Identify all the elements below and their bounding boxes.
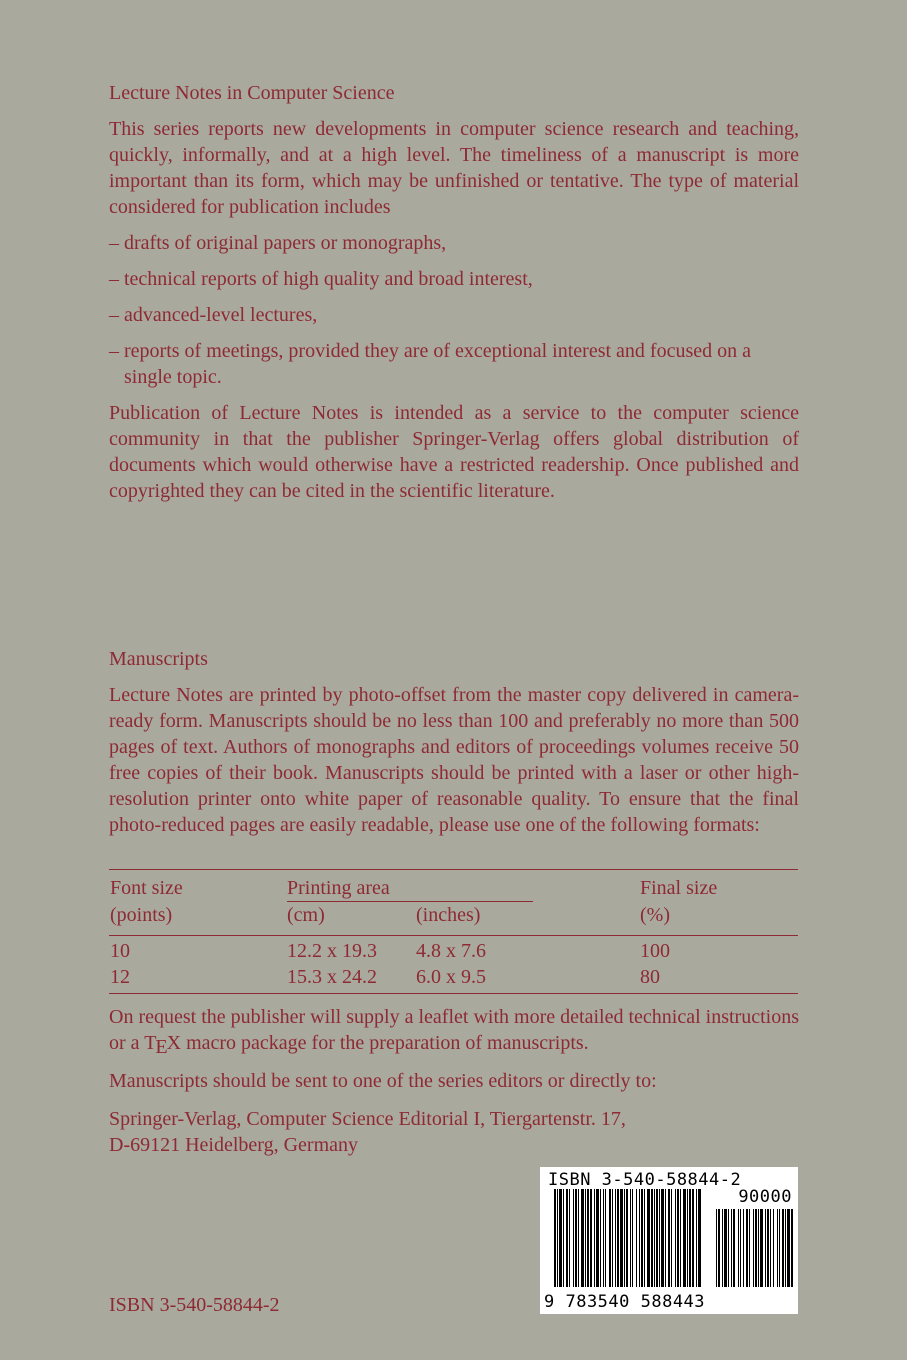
barcode-addon-bar [722,1209,723,1287]
barcode-addon-bar [787,1209,790,1287]
barcode-bar [590,1189,592,1287]
barcode-bar [687,1189,688,1287]
header-printing-area: Printing area [287,877,390,899]
barcode-bar [600,1189,601,1287]
barcode-bar [675,1189,676,1287]
barcode-bar [696,1189,697,1287]
barcode-bar [609,1189,611,1287]
barcode-addon-bar [777,1209,778,1287]
address-line-2: D-69121 Heidelberg, Germany [109,1134,359,1156]
barcode-bar [624,1189,625,1287]
barcode-bar [620,1189,623,1287]
header-final-size: Final size [640,877,718,899]
barcode-bar [585,1189,586,1287]
barcode-addon-bar [765,1209,766,1287]
barcode-bar [563,1189,564,1287]
header-inches: (inches) [416,904,481,926]
barcode-addon-bar [770,1209,771,1287]
barcode-addon-bar [746,1209,748,1287]
header-rule [109,935,798,936]
address-line-1: Springer-Verlag, Computer Science Editorial I, Tiergartenstr. 17, [109,1108,626,1130]
barcode-bar [668,1189,670,1287]
barcode-bar [617,1189,619,1287]
barcode-isbn-label: ISBN 3-540-58844-2 [548,1170,742,1190]
barcode-addon-bar [782,1209,784,1287]
manuscripts-heading: Manuscripts [109,648,208,670]
barcode-addon-bar [758,1209,759,1287]
barcode-addon-bar [755,1209,757,1287]
barcode-addon-bar [760,1209,763,1287]
barcode-addon-bar [728,1209,729,1287]
barcode-bar [554,1189,556,1287]
barcode-addon-bar [743,1209,744,1287]
list-item: – technical reports of high quality and broad interest, [109,268,533,290]
table-top-rule [109,869,798,870]
table-cell: 100 [640,940,670,962]
barcode-bar [665,1189,666,1287]
barcode-addon-bar [716,1209,717,1287]
barcode-bar [692,1189,694,1287]
barcode-bar [659,1189,660,1287]
barcode-bar [656,1189,658,1287]
barcode-bar [573,1189,574,1287]
tex-logo: TEX [144,1032,182,1058]
series-description [109,80,799,514]
barcode-bar [626,1189,628,1287]
header-font-size: Font size [110,877,183,899]
barcode-bar [578,1189,579,1287]
barcode-bar [603,1189,604,1287]
table-cell: 6.0 x 9.5 [416,966,486,988]
barcode-ean-digits: 9 783540 588443 [544,1292,706,1312]
barcode-addon-bar [740,1209,741,1287]
barcode-bar [677,1189,679,1287]
barcode-bar [587,1189,589,1287]
list-item: – drafts of original papers or monographs, [109,232,447,254]
barcode-bar [654,1189,655,1287]
closing-section [109,1004,799,1158]
series-heading: Lecture Notes in Computer Science [109,82,395,104]
barcode-bar [615,1189,616,1287]
barcode-addon-bar [753,1209,754,1287]
header-cm: (cm) [287,904,325,926]
barcode-addon-bar [785,1209,786,1287]
table-cell: 10 [110,940,130,962]
manuscripts-section [109,646,799,846]
printing-area-rule [287,901,533,902]
barcode-addon-bar [749,1209,750,1287]
barcode-bar [689,1189,691,1287]
series-intro: This series reports new developments in computer science research and teaching, quickly, informally, and at a high level. The timeliness of a manuscript is more important than its form, which may be unfinished or tentative. The type of material considered for publication includes [109,118,799,218]
barcode-addon-bar [779,1209,780,1287]
barcode-bar [566,1189,568,1287]
barcode-bar [683,1189,686,1287]
barcode-bar [559,1189,562,1287]
table-cell: 4.8 x 7.6 [416,940,486,962]
list-item: – reports of meetings, provided they are of exceptional interest and focused on a single topic. [109,340,752,388]
header-percent: (%) [640,904,670,926]
barcode-addon-digits: 90000 [738,1187,792,1207]
barcode-bar [596,1189,599,1287]
barcode-bar [651,1189,653,1287]
barcode-bar [680,1189,681,1287]
send-to-line: Manuscripts should be sent to one of the series editors or directly to: [109,1070,657,1092]
barcode-bar [698,1189,701,1287]
barcode-addon-bar [791,1209,793,1287]
barcode-addon-bar [718,1209,720,1287]
barcode-bar [575,1189,577,1287]
barcode-bar [636,1189,637,1287]
barcode-bar [630,1189,631,1287]
barcode-bar [605,1189,606,1287]
barcode-bar [632,1189,633,1287]
table-cell: 15.3 x 24.2 [287,966,377,988]
barcode-bar [647,1189,650,1287]
header-points: (points) [110,904,173,926]
table-cell: 12 [110,966,130,988]
barcode-bar [594,1189,595,1287]
barcode-bar [557,1189,558,1287]
publication-paragraph: Publication of Lecture Notes is intended as a service to the computer science community in that the publisher Springer-Verlag offers global distribution of documents which would otherwise have a restricted readership. Once published and copyrighted they can be cited in the scientific literature. [109,402,799,502]
barcode-bar [612,1189,613,1287]
manuscripts-body: Lecture Notes are printed by photo-offset from the master copy delivered in camera-ready form. Manuscripts should be no less than 100 and preferably no more than 500 pages of text. Authors of monographs and editors of proceedings volumes receive 50 free copies of their book. Manuscripts should be printed with a laser or other high-resolution printer onto white paper of reasonable quality. To ensure that the final photo-reduced pages are easily readable, please use one of the following formats: [109,684,799,836]
table-bottom-rule [109,993,798,994]
barcode-bar [569,1189,570,1287]
barcode-addon-bar [767,1209,769,1287]
barcode-bar [641,1189,643,1287]
barcode-bar [661,1189,664,1287]
list-item: – advanced-level lectures, [109,304,318,326]
table-cell: 80 [640,966,660,988]
barcode-addon-bar [731,1209,732,1287]
barcode-addon-bar [773,1209,774,1287]
barcode-addon-bar [724,1209,727,1287]
isbn-footer: ISBN 3-540-58844-2 [109,1294,280,1316]
barcode-bar [671,1189,672,1287]
barcode-addon-bar [738,1209,739,1287]
request-paragraph: On request the publisher will supply a leaflet with more detailed technical instructions or a TEX macro package for the preparation of manuscripts. [109,1006,799,1058]
barcode-addon-bar [733,1209,735,1287]
barcode-bar [644,1189,645,1287]
barcode-bar [581,1189,584,1287]
table-cell: 12.2 x 19.3 [287,940,377,962]
barcode-bar [639,1189,640,1287]
barcode [540,1167,798,1314]
